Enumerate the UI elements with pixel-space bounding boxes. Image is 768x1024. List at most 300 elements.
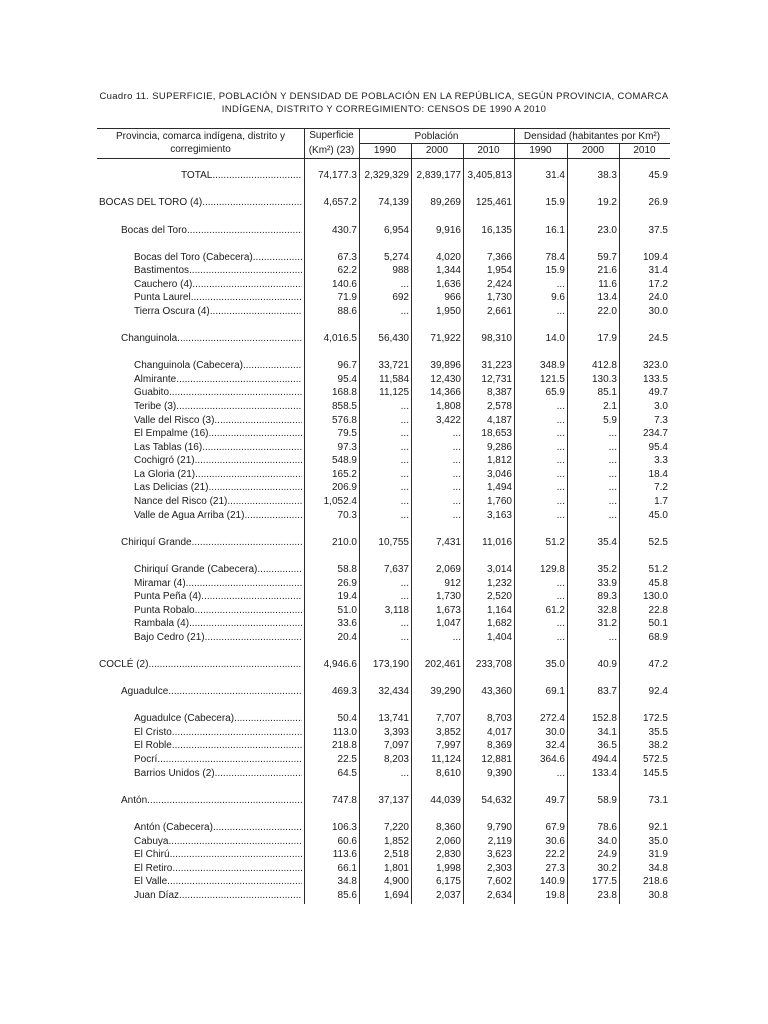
poblacion-1990-value: 173,190 <box>372 659 409 670</box>
poblacion-1990-value: 74,139 <box>378 197 409 209</box>
poblacion-2000-value: ... <box>452 631 461 643</box>
poblacion-2010-value: 7,366 <box>486 251 512 263</box>
superficie-value: 747.8 <box>331 794 357 806</box>
dot-leader <box>177 332 302 346</box>
poblacion-2000-value: ... <box>452 455 461 467</box>
poblacion-1990-value: ... <box>400 305 409 317</box>
corregimiento-row <box>97 291 670 305</box>
corregimiento-row <box>97 821 670 835</box>
poblacion-1990-value: ... <box>400 428 409 440</box>
row-label <box>97 617 304 631</box>
densidad-2010-value: 26.9 <box>648 197 668 209</box>
poblacion-1990-value: 3,393 <box>383 726 409 738</box>
row-label-text: Cauchero (4) <box>134 278 193 290</box>
dot-leader <box>157 753 302 767</box>
superficie-value: 33.6 <box>337 618 357 630</box>
poblacion-2010-value: 54,632 <box>481 794 512 806</box>
poblacion-1990-value: ... <box>400 455 409 467</box>
corregimiento-row <box>97 848 670 862</box>
superficie-value: 1,052.4 <box>323 496 357 508</box>
poblacion-2010-header: 2010 <box>477 145 500 156</box>
corregimiento-row <box>97 767 670 781</box>
dot-leader <box>244 509 302 523</box>
densidad-1990-value: ... <box>556 468 565 480</box>
poblacion-2010-value: 7,602 <box>486 876 512 888</box>
row-label-text: Aguadulce <box>121 686 169 698</box>
poblacion-2000-value: ... <box>452 441 461 453</box>
densidad-2000-value: 21.6 <box>597 265 617 277</box>
row-label-text: Rambala (4) <box>134 618 190 630</box>
row-label <box>97 196 304 210</box>
row-label-text: Valle de Agua Arriba (21) <box>134 509 245 521</box>
densidad-2000-value: 40.9 <box>597 659 617 670</box>
densidad-2010-value: 95.4 <box>648 441 668 453</box>
densidad-1990-value: ... <box>556 509 565 521</box>
poblacion-2000-header: 2000 <box>425 145 449 156</box>
distrito-row <box>97 224 670 238</box>
densidad-2010-value: 7.2 <box>654 482 668 494</box>
corregimiento-row <box>97 427 670 441</box>
densidad-2000-value: 85.1 <box>597 387 617 399</box>
row-label-text: BOCAS DEL TORO (4) <box>99 197 203 209</box>
row-spacer <box>97 346 670 360</box>
corregimiento-row <box>97 481 670 495</box>
densidad-1990-header: 1990 <box>529 145 552 156</box>
corregimiento-row <box>97 563 670 577</box>
row-label-text: Guabito <box>134 387 170 399</box>
poblacion-2010-value: 8,703 <box>486 713 512 725</box>
densidad-1990-value: 272.4 <box>539 713 565 725</box>
densidad-1990-value: ... <box>556 401 565 413</box>
densidad-1990-value: 121.5 <box>539 373 565 385</box>
data-table <box>97 128 670 904</box>
distrito-row <box>97 685 670 699</box>
superficie-value: 74,177.3 <box>318 170 357 182</box>
poblacion-1990-value: 6,954 <box>383 224 409 236</box>
row-label <box>97 753 304 767</box>
densidad-2010-value: 109.4 <box>642 251 668 263</box>
row-label <box>97 604 304 618</box>
row-label <box>97 468 304 482</box>
superficie-value: 70.3 <box>337 509 357 521</box>
densidad-2010-value: 34.8 <box>648 862 668 874</box>
distrito-row <box>97 536 670 550</box>
densidad-2010-value: 47.2 <box>648 659 668 670</box>
poblacion-1990-value: 32,434 <box>378 686 409 698</box>
row-label <box>97 767 304 781</box>
densidad-2010-value: 7.3 <box>654 414 668 426</box>
dot-leader <box>191 291 302 305</box>
densidad-2010-value: 35.5 <box>648 726 668 738</box>
poblacion-2010-value: 1,494 <box>486 482 512 494</box>
corregimiento-row <box>97 305 670 319</box>
poblacion-2000-value: 1,950 <box>435 305 461 317</box>
corregimiento-row <box>97 889 670 903</box>
poblacion-2010-value: 2,520 <box>486 591 512 603</box>
area-column-header-line-2: corregimiento <box>170 144 231 155</box>
superficie-value: 97.3 <box>337 441 357 453</box>
corregimiento-row <box>97 875 670 889</box>
densidad-2000-value: 5.9 <box>603 414 617 426</box>
dot-leader <box>195 604 302 618</box>
row-spacer <box>97 210 670 224</box>
densidad-2010-value: 92.1 <box>648 821 668 833</box>
poblacion-2010-value: 8,369 <box>486 740 512 752</box>
corregimiento-row <box>97 441 670 455</box>
title-line-1: Cuadro 11. SUPERFICIE, POBLACIÓN Y DENSIDAD DE POBLACIÓN EN LA REPÚBLICA, SEGÚN PROVINCIA, COMARCA <box>99 90 669 102</box>
corregimiento-row <box>97 835 670 849</box>
superficie-value: 218.8 <box>331 740 357 752</box>
row-label-text: Chiriquí Grande (Cabecera) <box>134 563 258 575</box>
dot-leader <box>189 264 302 278</box>
dot-leader <box>189 617 302 631</box>
poblacion-2000-value: 2,830 <box>435 849 461 861</box>
corregimiento-row <box>97 509 670 523</box>
row-label <box>97 386 304 400</box>
densidad-1990-value: 15.9 <box>545 265 565 277</box>
row-label-text: Punta Laurel <box>134 292 191 304</box>
poblacion-2000-value: 1,047 <box>435 618 461 630</box>
dot-leader <box>195 468 302 482</box>
poblacion-2000-value: 1,636 <box>435 278 461 290</box>
row-label-text: El Retiro <box>134 862 173 874</box>
densidad-2010-value: 234.7 <box>642 428 668 440</box>
row-label-text: Las Tablas (16) <box>134 441 203 453</box>
poblacion-2000-value: ... <box>452 482 461 494</box>
poblacion-2010-value: 2,119 <box>487 835 512 847</box>
corregimiento-row <box>97 414 670 428</box>
corregimiento-row <box>97 577 670 591</box>
superficie-value: 4,657.2 <box>323 197 357 209</box>
densidad-1990-value: 27.3 <box>545 862 565 874</box>
poblacion-2000-value: 9,916 <box>435 224 461 236</box>
densidad-1990-value: ... <box>556 482 565 494</box>
poblacion-1990-value: ... <box>400 591 409 603</box>
densidad-group-header: Densidad (habitantes por Km²) <box>523 131 661 142</box>
poblacion-2010-value: 2,303 <box>486 862 512 874</box>
densidad-1990-value: 348.9 <box>539 360 565 372</box>
poblacion-2000-value: 89,269 <box>430 197 461 209</box>
poblacion-2010-value: 31,223 <box>481 360 512 372</box>
dot-leader <box>167 875 302 889</box>
poblacion-2010-value: 9,390 <box>486 767 512 779</box>
densidad-2000-value: ... <box>608 509 617 521</box>
row-label-text: Changuinola (Cabecera) <box>134 360 243 372</box>
row-label <box>97 835 304 849</box>
row-label-text: Antón <box>121 794 148 806</box>
dot-leader <box>215 767 302 781</box>
densidad-2010-value: 37.5 <box>648 224 668 236</box>
dot-leader <box>213 821 302 835</box>
poblacion-1990-value: 7,637 <box>383 563 409 575</box>
corregimiento-row <box>97 753 670 767</box>
poblacion-2010-value: 16,135 <box>481 224 512 236</box>
densidad-1990-value: 31.4 <box>545 170 565 182</box>
densidad-1990-value: 67.9 <box>545 821 565 833</box>
densidad-2000-value: ... <box>608 631 617 643</box>
poblacion-2000-value: 4,020 <box>435 251 461 263</box>
superficie-value: 62.2 <box>337 265 357 277</box>
dot-leader <box>202 196 302 210</box>
poblacion-2000-value: 2,060 <box>435 835 461 847</box>
poblacion-2000-value: 966 <box>444 292 461 304</box>
superficie-value: 67.3 <box>337 251 357 263</box>
dot-leader <box>192 278 302 292</box>
row-spacer <box>97 699 670 713</box>
poblacion-1990-value: 2,329,329 <box>364 170 409 182</box>
dot-leader <box>179 889 302 903</box>
poblacion-2000-value: 6,175 <box>435 876 461 888</box>
dot-leader <box>168 835 302 849</box>
row-label <box>97 414 304 428</box>
poblacion-2010-value: 2,424 <box>486 278 512 290</box>
densidad-2000-value: 130.3 <box>591 373 617 385</box>
row-label <box>97 712 304 726</box>
densidad-2010-value: 3.0 <box>654 401 668 413</box>
dot-leader <box>186 577 302 591</box>
title-line-2: INDÍGENA, DISTRITO Y CORREGIMIENTO: CENSOS DE 1990 A 2010 <box>221 103 547 115</box>
row-label-text: Bastimentos <box>134 265 190 277</box>
densidad-2000-value: 177.5 <box>591 876 617 888</box>
densidad-2000-value: 13.4 <box>597 292 617 304</box>
densidad-1990-value: 30.6 <box>545 835 565 847</box>
densidad-1990-value: 49.7 <box>545 794 565 806</box>
poblacion-2000-value: 7,431 <box>435 536 461 548</box>
dot-leader <box>208 481 302 495</box>
corregimiento-row <box>97 604 670 618</box>
densidad-1990-value: ... <box>556 618 565 630</box>
densidad-2010-value: 3.3 <box>654 455 668 467</box>
corregimiento-row <box>97 386 670 400</box>
superficie-value: 168.8 <box>331 387 357 399</box>
poblacion-2000-value: 2,839,177 <box>416 170 461 182</box>
row-label-text: La Gloria (21) <box>134 468 196 480</box>
corregimiento-row <box>97 590 670 604</box>
poblacion-1990-value: 37,137 <box>378 794 409 806</box>
poblacion-2010-value: 233,708 <box>475 659 512 670</box>
densidad-1990-value: ... <box>556 591 565 603</box>
corregimiento-row <box>97 359 670 373</box>
poblacion-1990-value: ... <box>400 401 409 413</box>
row-label <box>97 590 304 604</box>
densidad-1990-value: 19.8 <box>545 889 565 901</box>
densidad-2000-value: 23.8 <box>597 889 617 901</box>
poblacion-1990-value: ... <box>400 468 409 480</box>
densidad-2000-value: 35.4 <box>597 536 617 548</box>
row-label <box>97 563 304 577</box>
distrito-row <box>97 332 670 346</box>
densidad-2000-value: ... <box>608 455 617 467</box>
superficie-value: 22.5 <box>337 754 357 766</box>
corregimiento-row <box>97 495 670 509</box>
row-label-text: Changuinola <box>121 333 178 345</box>
densidad-2000-value: ... <box>608 441 617 453</box>
provincia-row <box>97 658 670 672</box>
row-label-text: Valle del Risco (3) <box>134 414 215 426</box>
corregimiento-row <box>97 264 670 278</box>
dot-leader <box>172 739 302 753</box>
densidad-2010-value: 1.7 <box>654 496 668 508</box>
densidad-2000-value: 38.3 <box>597 170 617 182</box>
row-label <box>97 577 304 591</box>
corregimiento-row <box>97 739 670 753</box>
row-label <box>97 685 304 699</box>
poblacion-group-header: Población <box>414 131 459 142</box>
poblacion-2010-value: 11,016 <box>482 536 512 548</box>
densidad-2010-value: 30.8 <box>648 889 668 901</box>
densidad-2000-value: 36.5 <box>597 740 617 752</box>
table-title <box>0 90 768 116</box>
dot-leader <box>168 685 302 699</box>
poblacion-2010-value: 1,682 <box>486 618 512 630</box>
poblacion-1990-value: 1,801 <box>383 862 409 874</box>
row-label-text: Tierra Oscura (4) <box>134 305 210 317</box>
superficie-value: 66.1 <box>337 862 357 874</box>
row-label <box>97 536 304 550</box>
poblacion-1990-value: ... <box>400 496 409 508</box>
row-label <box>97 875 304 889</box>
row-spacer <box>97 644 670 658</box>
poblacion-1990-value: 11,125 <box>379 387 409 399</box>
header-bottom-rule <box>97 158 670 159</box>
dot-leader <box>243 359 302 373</box>
poblacion-2010-value: 4,187 <box>486 414 512 426</box>
row-label-text: Punta Peña (4) <box>134 591 202 603</box>
poblacion-2010-value: 3,163 <box>486 509 512 521</box>
poblacion-2010-value: 2,661 <box>486 305 512 317</box>
corregimiento-row <box>97 712 670 726</box>
poblacion-2000-value: 7,707 <box>435 713 461 725</box>
poblacion-1990-value: 5,274 <box>383 251 409 263</box>
poblacion-2000-value: 11,124 <box>431 754 461 766</box>
poblacion-1990-value: 1,852 <box>383 835 409 847</box>
poblacion-2000-value: 12,430 <box>430 373 461 385</box>
row-label-text: Bocas del Toro <box>121 224 187 236</box>
densidad-2010-value: 31.4 <box>648 265 668 277</box>
densidad-2010-value: 18.4 <box>648 468 668 480</box>
poblacion-2000-value: 14,366 <box>430 387 461 399</box>
densidad-1990-value: ... <box>556 305 565 317</box>
poblacion-1990-value: 56,430 <box>378 333 409 345</box>
poblacion-1990-value: ... <box>400 414 409 426</box>
poblacion-1990-value: 33,721 <box>378 360 409 372</box>
densidad-2010-value: 218.6 <box>642 876 668 888</box>
row-label <box>97 481 304 495</box>
row-label <box>97 454 304 468</box>
densidad-2010-value: 35.0 <box>648 835 668 847</box>
dot-leader <box>234 712 302 726</box>
superficie-value: 165.2 <box>331 468 357 480</box>
densidad-2010-value: 38.2 <box>648 740 668 752</box>
superficie-value: 34.8 <box>337 876 357 888</box>
densidad-1990-value: 61.2 <box>545 604 565 616</box>
densidad-2000-value: 133.4 <box>591 767 617 779</box>
poblacion-1990-value: ... <box>400 631 409 643</box>
poblacion-1990-value: 2,518 <box>383 849 409 861</box>
poblacion-2010-value: 12,731 <box>481 373 512 385</box>
dot-leader <box>148 658 302 672</box>
poblacion-2010-value: 3,046 <box>486 468 512 480</box>
poblacion-2000-value: ... <box>452 428 461 440</box>
densidad-2000-header: 2000 <box>581 145 605 156</box>
row-label <box>97 509 304 523</box>
densidad-2000-value: 152.8 <box>591 713 617 725</box>
poblacion-2000-value: 3,852 <box>435 726 461 738</box>
poblacion-2000-value: 912 <box>444 577 461 589</box>
densidad-1990-value: ... <box>556 455 565 467</box>
densidad-1990-value: ... <box>556 496 565 508</box>
densidad-1990-value: 22.2 <box>545 849 565 861</box>
densidad-2010-value: 572.5 <box>642 754 668 766</box>
row-label-text: Almirante <box>134 373 177 385</box>
dot-leader <box>210 305 302 319</box>
densidad-2010-value: 17.2 <box>648 278 668 290</box>
row-label-text: Bajo Cedro (21) <box>134 631 205 643</box>
densidad-1990-value: 9.6 <box>551 292 565 304</box>
corregimiento-row <box>97 278 670 292</box>
densidad-1990-value: 32.4 <box>545 740 565 752</box>
row-label <box>97 848 304 862</box>
row-spacer <box>97 672 670 686</box>
superficie-value: 85.6 <box>337 889 357 901</box>
row-label <box>97 224 304 238</box>
poblacion-2010-value: 4,017 <box>486 726 512 738</box>
row-label <box>97 821 304 835</box>
dot-leader <box>187 224 302 238</box>
poblacion-2000-value: 7,997 <box>435 740 461 752</box>
superficie-value: 106.3 <box>331 821 357 833</box>
densidad-1990-value: 364.6 <box>539 754 565 766</box>
row-label-text: El Valle <box>134 876 168 888</box>
densidad-2010-value: 49.7 <box>648 387 668 399</box>
superficie-value: 50.4 <box>337 713 357 725</box>
densidad-2000-value: 24.9 <box>597 849 617 861</box>
densidad-2010-value: 130.0 <box>642 591 668 603</box>
superficie-value: 113.0 <box>332 726 357 738</box>
row-label <box>97 332 304 346</box>
dot-leader <box>205 631 302 645</box>
poblacion-1990-value: 4,900 <box>383 876 409 888</box>
corregimiento-row <box>97 373 670 387</box>
poblacion-2010-value: 9,286 <box>486 441 512 453</box>
poblacion-1990-value: 8,203 <box>383 754 409 766</box>
poblacion-2010-value: 1,760 <box>486 496 512 508</box>
poblacion-1990-value: ... <box>400 278 409 290</box>
provincia-row <box>97 196 670 210</box>
superficie-header-line-2: (Km²) (23) <box>308 145 355 156</box>
poblacion-2000-value: 39,896 <box>430 360 461 372</box>
poblacion-2000-value: 71,922 <box>430 333 461 345</box>
poblacion-2010-value: 125,461 <box>475 197 512 209</box>
corregimiento-row <box>97 631 670 645</box>
poblacion-1990-value: ... <box>400 577 409 589</box>
row-label-text: Aguadulce (Cabecera) <box>134 713 235 725</box>
dot-leader <box>172 726 302 740</box>
densidad-2010-value: 30.0 <box>648 305 668 317</box>
poblacion-2000-value: ... <box>452 496 461 508</box>
poblacion-2010-value: 3,623 <box>486 849 512 861</box>
densidad-2000-value: 83.7 <box>597 686 617 698</box>
poblacion-2000-value: ... <box>452 509 461 521</box>
densidad-2010-value: 45.0 <box>648 509 668 521</box>
row-spacer <box>97 237 670 251</box>
row-label <box>97 427 304 441</box>
poblacion-2000-value: ... <box>452 468 461 480</box>
densidad-2000-value: 89.3 <box>597 591 617 603</box>
row-label <box>97 658 304 672</box>
row-label <box>97 278 304 292</box>
row-spacer <box>97 549 670 563</box>
